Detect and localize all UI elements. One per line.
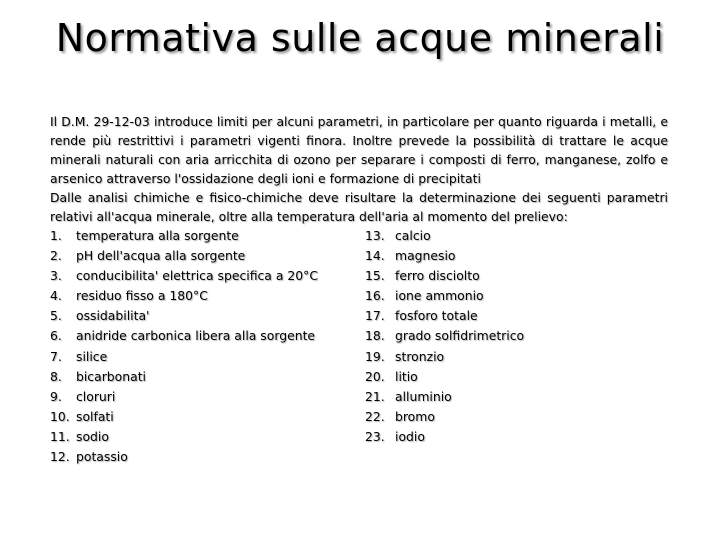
list-item-text: litio	[395, 368, 418, 384]
list-item	[365, 407, 665, 427]
intro-paragraph-1: Il D.M. 29-12-03 introduce limiti per alcuni parametri, in particolare per quanto riguarda i metalli, e rende più restrittivi i parametri vigenti finora. Inoltre prevede la possibilità di trattare le acque minerali naturali con aria arricchita di ozono per separare i composti di ferro, manganese, zolfo e arsenico attraverso l'ossidazione degli ioni e formazione di precipitati	[50, 114, 668, 186]
list-item-number: 8.	[50, 368, 62, 384]
list-item-number: 18.	[365, 328, 385, 344]
list-item	[50, 387, 350, 407]
list-item	[365, 286, 665, 306]
list-item-text: fosforo totale	[395, 308, 478, 324]
slide-title: Normativa sulle acque minerali	[55, 16, 665, 60]
list-item-text: temperatura alla sorgente	[76, 228, 239, 243]
list-item-text: bicarbonati	[76, 368, 146, 384]
list-item-text: solfati	[76, 408, 114, 424]
list-item-number: 5.	[50, 308, 62, 324]
list-item	[50, 306, 350, 326]
list-item	[50, 246, 350, 266]
list-item	[365, 266, 665, 286]
list-item-number: 6.	[50, 328, 62, 344]
list-item	[50, 407, 350, 427]
list-item	[50, 286, 350, 306]
list-item-number: 22.	[365, 408, 385, 424]
list-item-number: 3.	[50, 268, 62, 284]
list-item-number: 15.	[365, 268, 385, 284]
list-item-text: pH dell'acqua alla sorgente	[76, 248, 246, 264]
list-item-text: magnesio	[395, 248, 456, 264]
list-item	[50, 266, 350, 286]
intro-text	[50, 112, 668, 226]
list-item-number: 17.	[365, 308, 385, 324]
list-item-text: residuo fisso a 180°C	[76, 288, 208, 304]
list-item	[365, 326, 665, 346]
list-item-text: calcio	[395, 228, 431, 243]
list-item	[50, 326, 350, 346]
list-item	[365, 347, 665, 367]
list-item-text: bromo	[395, 408, 435, 424]
list-item-number: 1.	[50, 228, 62, 243]
list-item-text: iodio	[395, 428, 425, 444]
parameter-list-left	[50, 226, 350, 467]
list-item-text: stronzio	[395, 348, 445, 364]
list-item-number: 16.	[365, 288, 385, 304]
list-item-number: 4.	[50, 288, 62, 304]
list-item	[50, 427, 350, 447]
list-item	[365, 427, 665, 447]
list-item	[50, 447, 350, 467]
list-item	[50, 367, 350, 387]
list-item-number: 7.	[50, 348, 62, 364]
list-item-number: 2.	[50, 248, 62, 264]
list-item-text: alluminio	[395, 388, 452, 404]
list-item	[365, 226, 665, 246]
list-item-text: sodio	[76, 428, 109, 444]
list-item	[365, 306, 665, 326]
list-item-text: anidride carbonica libera alla sorgente	[76, 328, 316, 344]
list-item	[365, 246, 665, 266]
list-item-text: ione ammonio	[395, 288, 484, 304]
list-item-number: 20.	[365, 368, 385, 384]
list-item-number: 23.	[365, 428, 385, 444]
list-item-number: 10.	[50, 408, 70, 424]
list-item-text: silice	[76, 348, 108, 364]
list-item	[50, 226, 350, 246]
parameter-list-right	[365, 226, 665, 447]
list-item	[365, 367, 665, 387]
list-item-text: conducibilita' elettrica specifica a 20°C	[76, 268, 318, 284]
list-item-text: potassio	[76, 449, 128, 465]
list-item	[365, 387, 665, 407]
list-item	[50, 347, 350, 367]
list-item-number: 21.	[365, 388, 385, 404]
list-item-number: 14.	[365, 248, 385, 264]
list-item-text: ossidabilita'	[76, 308, 150, 324]
list-item-text: cloruri	[76, 388, 116, 404]
list-item-text: ferro disciolto	[395, 268, 480, 284]
list-item-number: 11.	[50, 428, 70, 444]
list-item-text: grado solfidrimetrico	[395, 328, 525, 344]
list-item-number: 9.	[50, 388, 62, 404]
list-item-number: 12.	[50, 449, 70, 465]
list-item-number: 19.	[365, 348, 385, 364]
intro-paragraph-2: Dalle analisi chimiche e fisico-chimiche deve risultare la determinazione dei seguenti parametri relativi all'acqua minerale, oltre alla temperatura dell'aria al momento del prelievo:	[50, 190, 668, 224]
list-item-number: 13.	[365, 228, 385, 243]
